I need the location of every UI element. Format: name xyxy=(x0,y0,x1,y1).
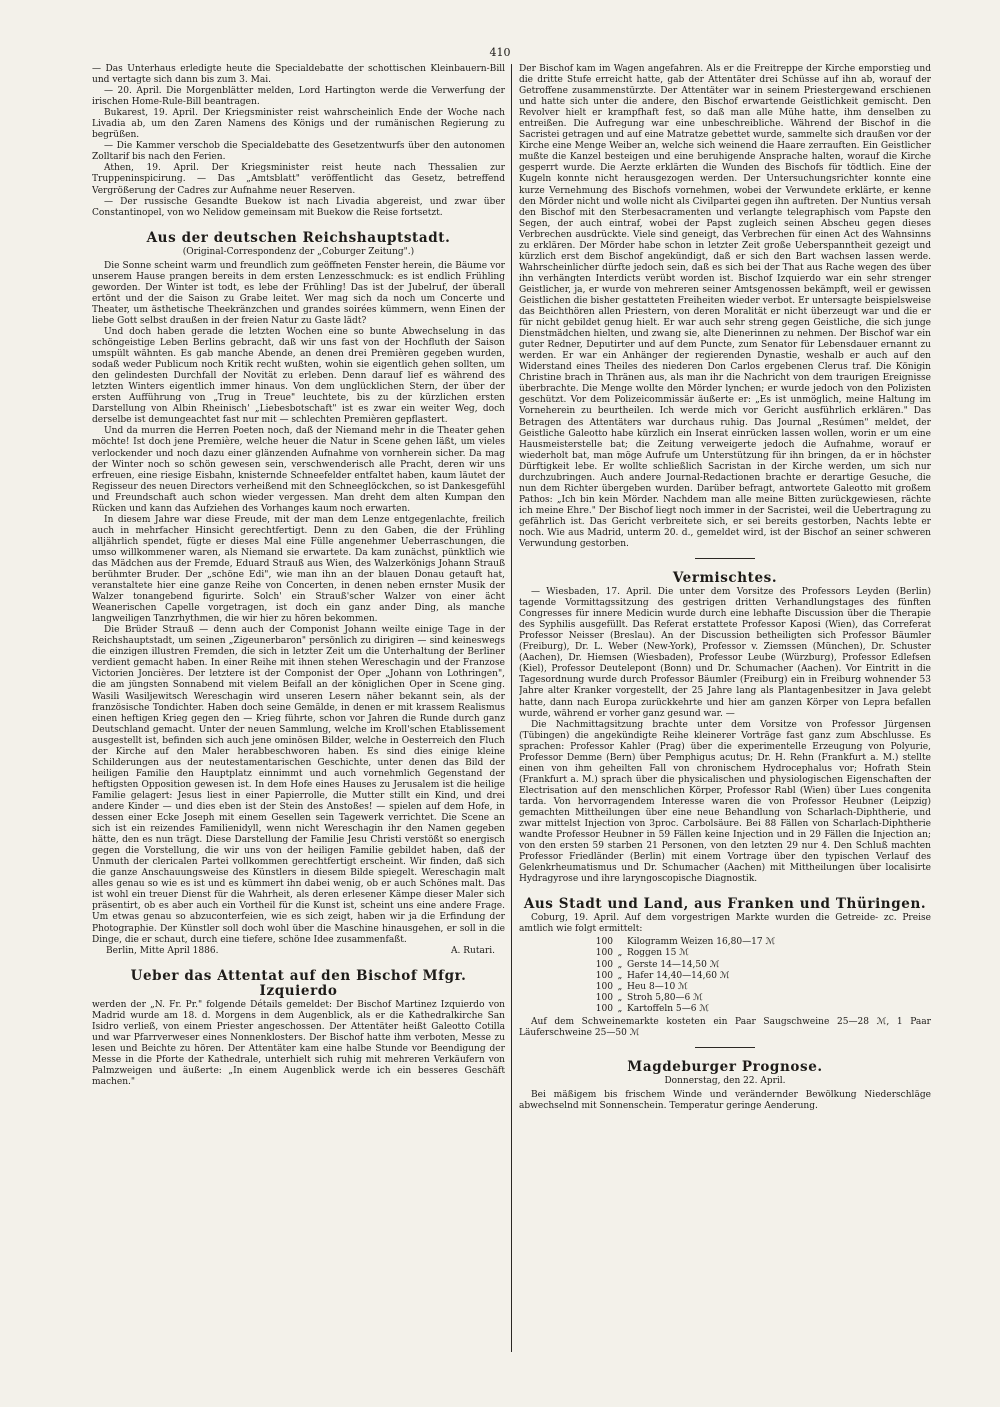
prognose-date: Donnerstag, den 22. April. xyxy=(664,1075,786,1086)
section-divider xyxy=(695,558,755,559)
market-row xyxy=(519,971,931,982)
vermischtes-paragraph: Die Nachmittagsitzung brachte unter dem Vorsitze von Professor Jürgensen (Tübingen) die angekündigte Reihe kleinerer Vorträge fast ganz zum Abschlusse. Es sprachen: Professor Kahler (Prag) über die experimentelle Erzeugung von Polyurie, Professor Demme (Bern) über Pemphigus acutus; Dr. H. Rehn (Frankfurt a. M.) stellte einen von ihm geheilten Fall von chronischem Hydrocephalus vor; Hofrath Stein (Frankfurt a. M.) sprach über die physicalischen und physiologischen Eigenschaften der Electrisation auf den menschlichen Körper, Professor Rabl (Wien) über Lues congenita tarda. Von hervorragendem Interesse waren die von Professor Heubner (Leipzig) gemachten Mittheilungen über eine neue Behandlung von Scharlach-Diphtherie, und zwar mittelst Injection von 3proc. Carbolsäure. Bei 88 Fällen von Scharlach-Diphtherie wandte Professor Heubner in 59 Fällen keine Injection und in 29 Fällen die Injection an; von den ersten 59 starben 21 Personen, von den letzten 29 nur 4. Den Schluß machten Professor Friedländer (Berlin) mit einem Vortrage über den typischen Verlauf des Gelenkrheumatismus und Dr. Schumacher (Aachen) mit Mittheilungen über localisirte Hydragyrose und ihre laryngoscopische Diagnostik. xyxy=(519,719,931,885)
signature: A. Rutari. xyxy=(450,945,495,956)
page-number: 410 xyxy=(489,46,511,59)
news-item: Athen, 19. April. Der Kriegsminister reist heute nach Thessalien zur Truppeninspicirung. — Das „Amtsblatt" veröffentlicht das Gesetz, betreffend Vergrößerung der Cadres zur Aufnahme neuer Reserven. xyxy=(92,163,505,196)
feuilleton-paragraph: Die Sonne scheint warm und freundlich zum geöffneten Fenster herein, die Bäume vor unserem Hause prangen bereits in dem ersten Lenzesschmuck: es ist endlich Frühling geworden. Der Winter ist todt, es lebe der Frühling! Das ist der Jubelruf, der überall ertönt und der die Saison zu Grabe leitet. Wer mag sich da noch um Concerte und Theater, um ästhetische Theekränzchen und grandes soirées kümmern, wenn Einen der liebe Gott selbst draußen in der freien Natur zu Gaste lädt? xyxy=(92,260,505,326)
news-item: Bukarest, 19. April. Der Kriegsminister reist wahrscheinlich Ende der Woche nach Livadia ab, um den Zaren Namens des Königs und der rumänischen Regierung zu begrüßen. xyxy=(92,108,505,141)
feuilleton-signature-line xyxy=(92,946,505,957)
vermischtes-paragraph: — Wiesbaden, 17. April. Die unter dem Vorsitze des Professors Leyden (Berlin) tagende Vormittagssitzung des gestrigen dritten Verhandlungstages des fünften Congresses für innere Medicin wurde durch eine lebhafte Discussion über die Therapie des Syphilis ausgefüllt. Das Referat erstattete Professor Kaposi (Wien), das Correferat Professor Neisser (Breslau). An der Discussion betheiligten sich Professor Bäumler (Freiburg), Dr. L. Weber (New-York), Professor v. Ziemssen (München), Dr. Schuster (Aachen), Dr. Hiemsen (Wiesbaden), Professor Leube (Würzburg), Professor Edlefsen (Kiel), Professor Deutelepont (Bonn) und Dr. Schumacher (Aachen). Vor Eintritt in die Tagesordnung wurde durch Professor Bäumler (Freiburg) ein in Freiburg wohnender 53 Jahre alter Kranker vorgestellt, der 25 Jahre lang als Plantagenbesitzer in Java gelebt hatte, dann nach Europa zurückkehrte und hier am ganzen Körper von Lepra befallen wurde, während er vorher ganz gesund war. — xyxy=(519,587,931,719)
right-column xyxy=(519,64,931,1352)
feuilleton-heading: Aus der deutschen Reichshauptstadt. xyxy=(146,229,451,246)
market-row xyxy=(519,1004,931,1015)
market-qty: 100 xyxy=(595,948,613,959)
market-intro: Coburg, 19. April. Auf dem vorgestrigen Markte wurden die Getreide- zc. Preise amtlich wie folgt ermittelt: xyxy=(519,913,931,935)
market-table xyxy=(519,937,931,1014)
market-unit: „ xyxy=(617,959,623,970)
market-qty: 100 xyxy=(595,959,613,970)
attentat-continuation: Der Bischof kam im Wagen angefahren. Als er die Freitreppe der Kirche emporstieg und die dritte Stufe erreicht hatte, gab der Attentäter drei Schüsse auf ihn ab, worauf der Getroffene zusammenstürzte. Der Attentäter war in seinem Priestergewand erschienen und hatte sich unter die andere, den Bischof erwartende Geistlichkeit gemischt. Den Revolver hielt er krampfhaft fest, so daß man alle Mühe hatte, ihm denselben zu entreißen. Die Aufregung war eine unbeschreibliche. Während der Bischof in die Sacristei getragen und auf eine Matratze gebettet wurde, sammelte sich draußen vor der Kirche eine Menge Weiber an, welche sich weinend die Haare zerrauften. Ein Geistlicher mußte die Kanzel besteigen und eine beruhigende Ansprache halten, worauf die Kirche gesperrt wurde. Die Aerzte erklärten die Wunden des Bischofs für tödtlich. Eine der Kugeln konnte nicht herausgezogen werden. Der Untersuchungsrichter konnte eine kurze Vernehmung des Bischofs vornehmen, wobei der Verwundete erklärte, er kenne den Mörder nicht und wolle nicht als Civilpartei gegen ihn auftreten. Der Nuntius versah den Bischof mit den Sterbesacramenten und verlangte telegraphisch vom Papste den Segen, der auch eintraf, wobei der Papst zugleich seinen Abscheu gegen dieses Verbrechen ausdrückte. Viele sind geneigt, das Verbrechen für einen Act des Wahnsinns zu erklären. Der Mörder habe schon in letzter Zeit große Ueberspanntheit gezeigt und kürzlich erst dem Bischof angekündigt, daß er sich den Bart wachsen lassen werde. Wahrscheinlicher dürfte jedoch sein, daß es sich bei der That aus Rache wegen des über ihn verhängten Interdicts verübt worden ist. Bischof Izquierdo war ein sehr strenger Geistlicher, ja, er wurde von mehreren seiner Amtsgenossen bekämpft, weil er gewissen Geistlichen die bisher gestatteten Freiheiten wieder verbot. Er untersagte beispielsweise das Beichthören allen Priestern, von deren Moralität er nicht überzeugt war und die er für nicht gebildet genug hielt. Er war auch sehr streng gegen Geistliche, die sich junge Dienstmädchen hielten, und zwang sie, alte Dienerinnen zu nehmen. Der Bischof war ein guter Redner, Deputirter und auf dem Puncte, zum Senator für Lebensdauer ernannt zu werden. Er war ein Anhänger der regierenden Dynastie, weshalb er auch auf den Widerstand eines Theiles des niederen Don Carlos ergebenen Clerus traf. Die Königin Christine brach in Thränen aus, als man ihr die Nachricht von dem traurigen Ereignisse überbrachte. Die Menge wollte den Mörder lynchen; er wurde jedoch von den Polizisten geschützt. Vor dem Polizeicommissär äußerte er: „Es ist unmöglich, meine Haltung im Vorneherein zu beurtheilen. Ich werde mich vor Gericht ausführlich erklären." Das Betragen des Attentäters war durchaus ruhig. Das Journal „Resúmen" meldet, der Geistliche Galeotto habe kürzlich ein Inserat einrücken lassen wollen, worin er um eine Hausmeisterstelle bat; die Zeitung verweigerte jedoch die Aufnahme, worauf er wiederholt bat, man möge Aufrufe um Unterstützung für ihn bringen, da er in höchster Dürftigkeit lebe. Er wollte schließlich Sacristan in der Kirche werden, um sich nur durchzubringen. Auch andere Journal-Redactionen brachte er derartige Gesuche, die nun dem Richter übergeben wurden. Darüber befragt, antwortete Galeotto mit großem Pathos: „Ich bin kein Mörder. Nachdem man alle meine Bitten zurückgewiesen, rächte ich meine Ehre." Der Bischof liegt noch immer in der Sacristei, weil die Uebertragung zu gefährlich ist. Das Gericht verbreitete sich, er sei bereits gestorben, Nachts lebte er noch. Wie aus Madrid, unterm 20. d., gemeldet wird, ist der Bischof an seiner schweren Verwundung gestorben. xyxy=(519,64,931,550)
market-qty: 100 xyxy=(595,1003,613,1014)
market-qty: 100 xyxy=(595,937,613,948)
market-row xyxy=(519,982,931,993)
feuilleton-subheading: (Original-Correspondenz der „Coburger Zeitung".) xyxy=(182,246,415,257)
attentat-text: werden der „N. Fr. Pr." folgende Détails gemeldet: Der Bischof Martinez Izquierdo von Madrid wurde am 18. d. Morgens in dem Augenblick, als er die Kathedralkirche San Isidro verließ, von einem Priester angeschossen. Der Attentäter heißt Galeotto Cotilla und war Pfarrverweser eines Nonnenklosters. Der Bischof hatte ihm verboten, Messe zu lesen und Beichte zu hören. Der Attentäter kam eine halbe Stunde vor Beendigung der Messe in die Pforte der Kathedrale, unterhielt sich ruhig mit mehreren Verkäufern von Palmzweigen und äußerte: „In einem Augenblick werde ich ein besseres Geschäft machen." xyxy=(92,999,505,1087)
market-item: Roggen 15 ℳ xyxy=(627,948,689,959)
market-item: Gerste 14—14,50 ℳ xyxy=(627,959,720,970)
market-item: Heu 8—10 ℳ xyxy=(627,981,688,992)
column-divider xyxy=(511,64,512,1352)
market-unit: „ xyxy=(617,992,623,1003)
market-row xyxy=(519,948,931,959)
market-item: Stroh 5,80—6 ℳ xyxy=(627,992,703,1003)
feuilleton-paragraph: Und doch haben gerade die letzten Wochen eine so bunte Abwechselung in das schöngeistige Leben Berlins gebracht, daß wir uns fast von der Hochfluth der Saison umspült wähnten. Es gab manche Abende, an denen drei Premièren gegeben wurden, sodaß weder Publicum noch Kritik recht wußten, wohin sie eigentlich gehen sollten, um den gelindesten Durchfall der Novität zu erleben. Denn darauf lief es während des letzten Winters eigentlich immer hinaus. Von dem unglücklichen Stern, der über der ersten Aufführung von „Trug in Treue" leuchtete, bis zu der kürzlichen ersten Darstellung von Albin Rheinisch' „Liebesbotschaft" ist es zwar ein weiter Weg, doch derselbe ist demungeachtet fast nur mit — schlechten Premièren gepflastert. xyxy=(92,326,505,426)
market-unit: „ xyxy=(617,981,623,992)
market-item: Weizen 16,80—17 ℳ xyxy=(680,937,776,948)
market-qty: 100 xyxy=(595,970,613,981)
news-item: — Das Unterhaus erledigte heute die Specialdebatte der schottischen Kleinbauern-Bill und vertagte sich dann bis zum 3. Mai. xyxy=(92,64,505,86)
news-item: — Die Kammer verschob die Specialdebatte des Gesetzentwurfs über den autonomen Zolltarif bis nach den Ferien. xyxy=(92,141,505,163)
dateline: Berlin, Mitte April 1886. xyxy=(106,945,219,956)
news-item: — Der russische Gesandte Buekow ist nach Livadia abgereist, und zwar über Constantinopel, von wo Nelidow gemeinsam mit Buekow die Reise fortsetzt. xyxy=(92,196,505,218)
market-outro: Auf dem Schweinemarkte kosteten ein Paar Saugschweine 25—28 ℳ, 1 Paar Läuferschweine 25—50 ℳ xyxy=(519,1016,931,1038)
vermischtes-heading: Vermischtes. xyxy=(672,570,778,587)
section-divider xyxy=(695,1047,755,1048)
feuilleton-paragraph: Die Brüder Strauß — denn auch der Componist Johann weilte einige Tage in der Reichshauptstadt, um seinen „Zigeunerbaron" persönlich zu dirigiren — sind keineswegs die einzigen illustren Fremden, die sich in letzter Zeit um die Unterhaltung der Berliner verdient gemacht haben. In einer Reihe mit ihnen stehen Wereschagin und der Franzose Victorien Joncières. Der letztere ist der Componist der Oper „Johann von Lothringen", die am jüngsten Sonnabend mit vielem Beifall an der königlichen Oper in Scene ging. Wasili Wasiljewitsch Wereschagin wird unseren Lesern näher bekannt sein, als der französische Tondichter. Haben doch seine Gemälde, in denen er mit krassem Realismus einen heftigen Krieg gegen den — Krieg führte, schon vor Jahren die Runde durch ganz Deutschland gemacht. Unter der neuen Sammlung, welche im Kroll'schen Etablissement ausgestellt ist, befinden sich auch jene ominösen Bilder, welche in Oesterreich den Fluch der Kirche auf den Maler herabbeschworen haben. Es sind dies einige kleine Schilderungen aus der neutestamentarischen Geschichte, unter denen das Bild der heiligen Familie den Hauptplatz einnimmt und auch vornehmlich Gegenstand der heftigsten Opposition gewesen ist. In dem Hofe eines Hauses zu Jerusalem ist die heilige Familie gelagert: Jesus liest in einer Papierrolle, die Mutter stillt ein Kind, und drei andere Kinder — und dies eben ist der Stein des Anstoßes! — spielen auf dem Hofe, in dessen einer Ecke Joseph mit einem Gesellen sein Tagewerk verrichtet. Die Scene an sich ist ein reizendes Familienidyll, wenn nicht Wereschagin ihr den Namen gegeben hätte, den es nun trägt. Diese Darstellung der Familie Jesu Christi verstößt so energisch gegen die Vorstellung, die wir uns von der heiligen Familie gebildet haben, daß der Unmuth der clericalen Partei vollkommen gerechtfertigt erscheint. Wir finden, daß sich die ganze Anschauungsweise des Künstlers in diesem Bilde spiegelt. Wereschagin malt alles genau so wie es ist und es kümmert ihn dabei wenig, ob er auch Schönes malt. Das ist wohl ein treuer Dienst für die Wahrheit, als deren erlesener Kämpe dieser Maler sich präsentirt, ob es aber auch ein Vortheil für die Kunst ist, scheint uns eine andere Frage. Um etwas genau so abzuconterfeien, wie es sich zeigt, haben wir ja die Erfindung der Photographie. Der Künstler soll doch wohl über die Maschine hinausgehen, er soll in die Dinge, die er schaut, durch eine tiefere, schöne Idee zusammenfaßt. xyxy=(92,625,505,945)
attentat-heading: Ueber das Attentat auf den Bischof Mfgr. Izquierdo xyxy=(130,967,467,999)
market-row xyxy=(519,937,931,948)
feuilleton-paragraph: In diesem Jahre war diese Freude, mit der man dem Lenze entgegenlachte, freilich auch in mehrfacher Hinsicht gerechtfertigt. Denn zu den Gaben, die der Frühling alljährlich spendet, fügte er dieses Mal eine Fülle angenehmer Ueberraschungen, die umso willkommener waren, als Niemand sie erwartete. Da kam zunächst, pünktlich wie das Mädchen aus der Fremde, Eduard Strauß aus Wien, des Walzerkönigs Johann Strauß berühmter Bruder. Der „schöne Edi", wie man ihn an der blauen Donau getauft hat, veranstaltete hier eine ganze Reihe von Concerten, in denen neben ernster Musik der Walzer tonangebend figurirte. Solch' ein Strauß'scher Walzer von einer ächt Weanerischen Capelle vorgetragen, ist doch ein ganz ander Ding, als manche langweiligen Tanzrhythmen, die wir hier zu hören bekommen. xyxy=(92,514,505,625)
market-unit: Kilogramm xyxy=(627,937,678,948)
market-unit: „ xyxy=(617,970,623,981)
prognose-heading: Magdeburger Prognose. xyxy=(627,1058,823,1075)
stadt-land-heading: Aus Stadt und Land, aus Franken und Thüringen. xyxy=(523,896,927,913)
market-item: Hafer 14,40—14,60 ℳ xyxy=(627,970,730,981)
market-item: Kartoffeln 5—6 ℳ xyxy=(627,1003,710,1014)
market-qty: 100 xyxy=(595,992,613,1003)
market-qty: 100 xyxy=(595,981,613,992)
market-row xyxy=(519,960,931,971)
feuilleton-paragraph: Und da murren die Herren Poeten noch, daß der Niemand mehr in die Theater gehen möchte! Ist doch jene Première, welche heuer die Natur in Scene gehen läßt, um vieles verlockender und noch dazu einer glänzenden Aufnahme von vornherein sicher. Da mag der Winter noch so schön gewesen sein, verschwenderisch alle Pracht, deren wir uns erfreuen, eine riesige Eisbahn, knisternde Schneefelder entfaltet haben, kaum läutet der Regisseur des neuen Directors verheißend mit den Schneeglöckchen, so ist Dankesgefühl und Freundschaft auch schon wieder vergessen. Man dreht dem alten Kumpan den Rücken und kann das Aufziehen des Vorhanges kaum noch erwarten. xyxy=(92,426,505,514)
prognose-text: Bei mäßigem bis frischem Winde und verändernder Bewölkung Niederschläge abwechselnd mit Sonnenschein. Temperatur geringe Aenderung. xyxy=(519,1089,931,1111)
market-unit: „ xyxy=(617,948,623,959)
market-unit: „ xyxy=(617,1003,623,1014)
news-item: — 20. April. Die Morgenblätter melden, Lord Hartington werde die Verwerfung der irischen Home-Rule-Bill beantragen. xyxy=(92,86,505,108)
market-row xyxy=(519,993,931,1004)
left-column xyxy=(92,64,505,1352)
